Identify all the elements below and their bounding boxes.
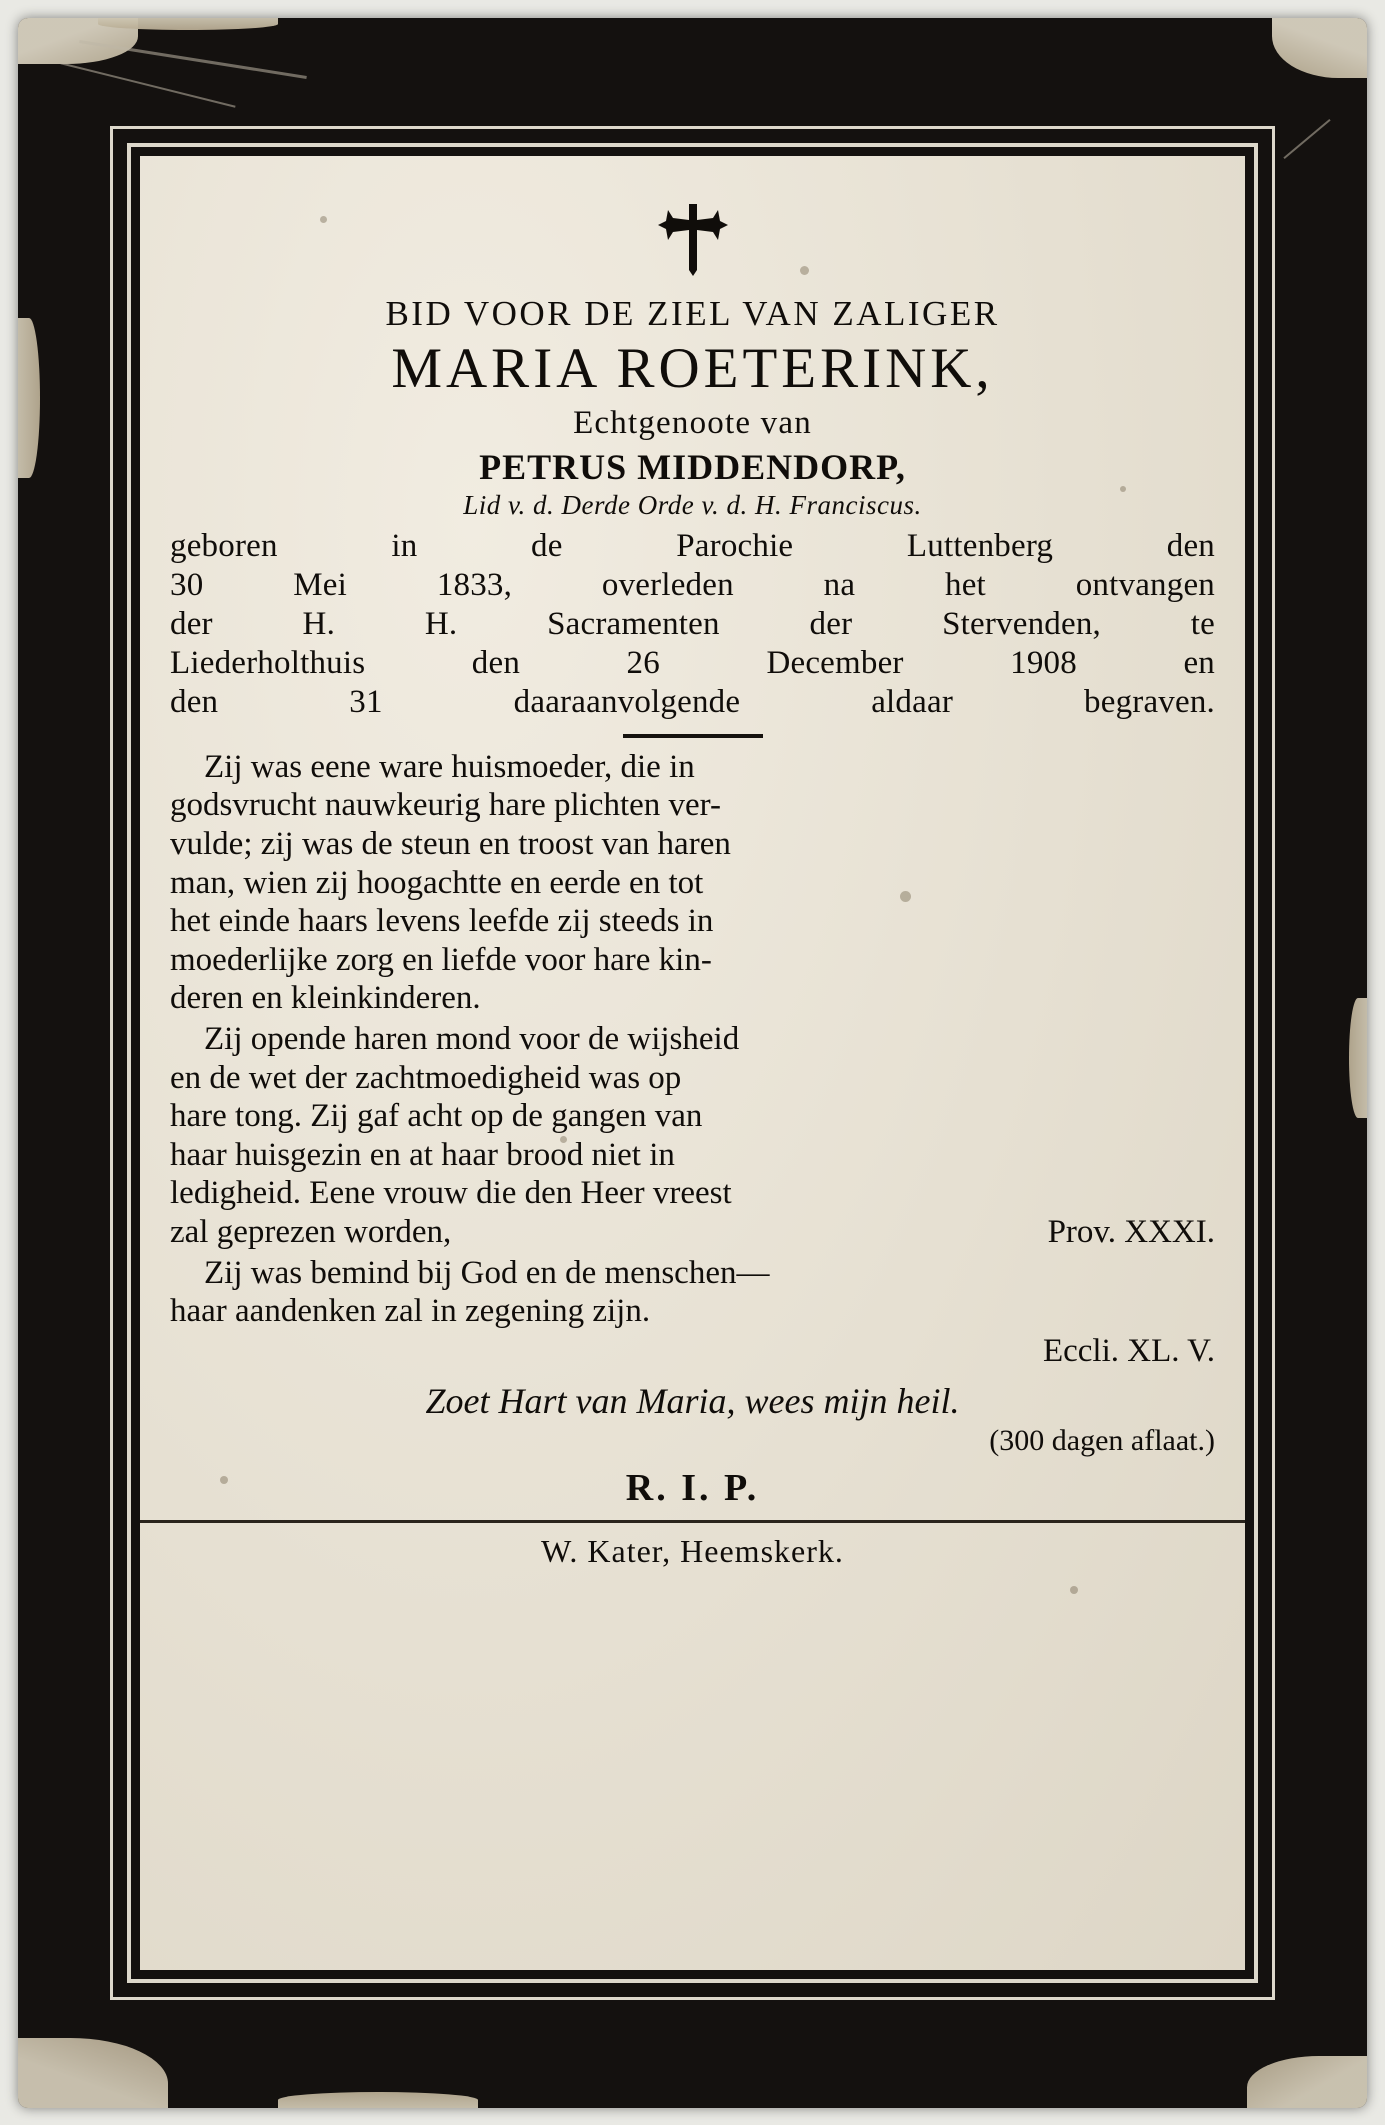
section-divider xyxy=(623,734,763,738)
paper-speck xyxy=(900,891,911,902)
paragraph-line-with-citation xyxy=(170,1213,1215,1252)
paragraph-line: het einde haars levens leefde zij steeds in xyxy=(170,903,714,940)
edge-wear-right xyxy=(1349,998,1367,1118)
paragraph-line: Zij opende haren mond voor de wijsheid xyxy=(204,1020,740,1057)
paper-speck xyxy=(1070,1586,1078,1594)
citation-eccli: Eccli. XL. V. xyxy=(1042,1332,1215,1369)
memorial-card xyxy=(18,18,1367,2108)
paper-speck xyxy=(800,266,809,275)
edge-wear-top xyxy=(98,18,278,30)
edge-wear-bottom-left xyxy=(18,2038,168,2108)
paper-speck xyxy=(1120,486,1126,492)
paragraph-line: Zij was bemind bij God en de menschen— xyxy=(204,1254,770,1291)
paragraph-one xyxy=(170,748,1215,1018)
deceased-name: MARIA ROETERINK, xyxy=(391,337,994,400)
biography-line: 30 Mei 1833, overleden na het ontvangen xyxy=(170,566,1215,603)
edge-wear-top-right xyxy=(1272,18,1367,78)
paragraph-line: godsvrucht nauwkeurig hare plichten ver- xyxy=(170,787,721,824)
biography-line: den 31 daaraanvolgende aldaar begraven. xyxy=(170,683,1215,720)
paragraph-line: moederlijke zorg en liefde voor hare kin- xyxy=(170,941,712,978)
edge-wear-top-left xyxy=(18,18,138,64)
rip-line: R. I. P. xyxy=(625,1466,760,1509)
paragraph-two xyxy=(170,1020,1215,1252)
card-heading: BID VOOR DE ZIEL VAN ZALIGER xyxy=(385,294,1000,333)
relation-label: Echtgenoote van xyxy=(573,405,812,441)
edge-wear-bottom-right xyxy=(1247,2056,1367,2108)
biography-line: Liederholthuis den 26 December 1908 en xyxy=(170,644,1215,681)
citation-prov: Prov. XXXI. xyxy=(1047,1214,1215,1250)
biography-line: der H. H. Sacramenten der Stervenden, te xyxy=(170,605,1215,642)
surface-scratch xyxy=(60,62,235,107)
paragraph-line: Zij was eene ware huismoeder, die in xyxy=(204,748,695,785)
paragraph-line: haar aandenken zal in zegening zijn. xyxy=(170,1293,651,1330)
card-black-border xyxy=(18,18,1367,2108)
edge-wear-bottom xyxy=(278,2092,478,2108)
surface-scratch xyxy=(1283,119,1330,159)
prayer-line: Zoet Hart van Maria, wees mijn heil. xyxy=(425,1380,960,1421)
biography-line: geboren in de Parochie Luttenberg den xyxy=(170,528,1215,564)
edge-wear-left xyxy=(18,318,40,478)
paper-speck xyxy=(560,1136,567,1143)
paragraph-three xyxy=(170,1254,1215,1331)
paper-speck xyxy=(220,1476,228,1484)
surface-scratch xyxy=(79,40,307,79)
card-paper-panel xyxy=(140,156,1245,1970)
religious-order-line: Lid v. d. Derde Orde v. d. H. Franciscus. xyxy=(463,490,922,520)
indulgence-note: (300 dagen aflaat.) xyxy=(989,1423,1215,1457)
printer-imprint: W. Kater, Heemskerk. xyxy=(541,1532,844,1569)
paragraph-line: man, wien zij hoogachtte en eerde en tot xyxy=(170,864,704,901)
paragraph-line: deren en kleinkinderen. xyxy=(170,980,481,1017)
paragraph-line: haar huisgezin en at haar brood niet in xyxy=(170,1136,675,1173)
spouse-name: PETRUS MIDDENDORP, xyxy=(479,447,906,487)
biography-block xyxy=(170,527,1215,722)
paragraph-line: en de wet der zachtmoedigheid was op xyxy=(170,1059,682,1096)
cross-icon xyxy=(170,190,1215,280)
paragraph-line: ledigheid. Eene vrouw die den Heer vreest xyxy=(170,1175,732,1212)
paragraph-line: hare tong. Zij gaf acht op de gangen van xyxy=(170,1098,703,1135)
paragraph-line: zal geprezen worden, xyxy=(170,1214,452,1250)
paragraph-line: vulde; zij was de steun en troost van haren xyxy=(170,825,731,862)
paper-speck xyxy=(320,216,327,223)
